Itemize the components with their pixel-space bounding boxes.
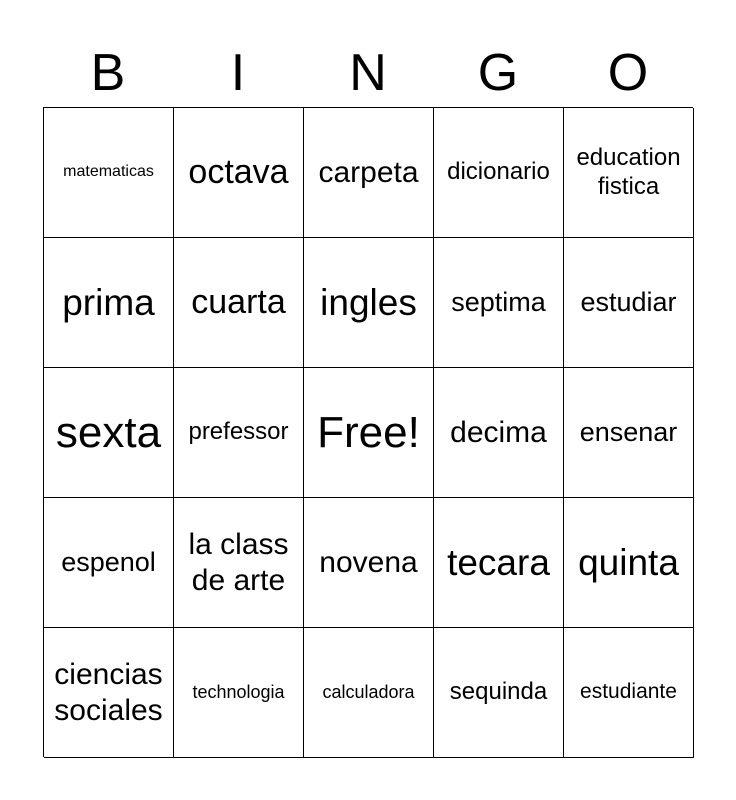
bingo-cell[interactable]: [304, 498, 434, 628]
cell-word: prima: [62, 281, 155, 323]
cell-word: technologia: [192, 681, 285, 702]
cell-word: la class de arte: [188, 528, 289, 597]
bingo-cell[interactable]: [564, 368, 694, 498]
cell-word: decima: [450, 415, 547, 449]
cell-word: novena: [319, 545, 418, 579]
bingo-cell[interactable]: [44, 368, 174, 498]
bingo-cell[interactable]: [564, 628, 694, 758]
cell-word: calculadora: [322, 681, 415, 702]
header-letter-i: I: [230, 44, 246, 102]
bingo-cell[interactable]: [174, 108, 304, 238]
cell-word: dicionario: [447, 158, 550, 186]
bingo-cell[interactable]: [434, 628, 564, 758]
cell-word: octava: [188, 153, 289, 192]
cell-word: estudiante: [580, 680, 677, 704]
bingo-cell[interactable]: [434, 498, 564, 628]
bingo-cell[interactable]: [564, 108, 694, 238]
bingo-cell[interactable]: [304, 108, 434, 238]
cell-word: tecara: [447, 541, 550, 583]
cell-word: ciencias sociales: [54, 658, 163, 727]
cell-word: septima: [451, 286, 546, 317]
bingo-cell[interactable]: [44, 238, 174, 368]
cell-word: education fistica: [576, 144, 681, 200]
bingo-cell[interactable]: [304, 628, 434, 758]
cell-word: cuarta: [191, 283, 286, 322]
header-letter-b: B: [90, 44, 126, 102]
bingo-cell[interactable]: [174, 368, 304, 498]
cell-word: ensenar: [579, 416, 678, 447]
bingo-cell[interactable]: [174, 498, 304, 628]
cell-word: espenol: [61, 546, 156, 577]
cell-word: quinta: [578, 541, 679, 583]
bingo-cell[interactable]: [304, 238, 434, 368]
bingo-board: [43, 107, 693, 757]
cell-word: ingles: [320, 281, 417, 323]
cell-word: prefessor: [188, 418, 289, 446]
header-letter-o: O: [607, 44, 649, 102]
bingo-cell[interactable]: [434, 368, 564, 498]
bingo-cell[interactable]: [44, 498, 174, 628]
free-space: Free!: [317, 407, 420, 457]
cell-word: estudiar: [580, 286, 677, 317]
bingo-cell[interactable]: [434, 238, 564, 368]
bingo-cell[interactable]: [174, 238, 304, 368]
cell-word: matematicas: [63, 163, 154, 181]
cell-word: sequinda: [449, 678, 548, 706]
bingo-cell[interactable]: [564, 238, 694, 368]
cell-word: carpeta: [318, 155, 419, 189]
cell-word: sexta: [55, 407, 162, 457]
bingo-cell[interactable]: [304, 368, 434, 498]
bingo-cell[interactable]: [564, 498, 694, 628]
header-letter-n: N: [349, 44, 387, 102]
header-letter-g: G: [477, 44, 519, 102]
bingo-cell[interactable]: [44, 108, 174, 238]
bingo-cell[interactable]: [44, 628, 174, 758]
bingo-cell[interactable]: [434, 108, 564, 238]
bingo-header: [43, 40, 693, 106]
bingo-cell[interactable]: [174, 628, 304, 758]
